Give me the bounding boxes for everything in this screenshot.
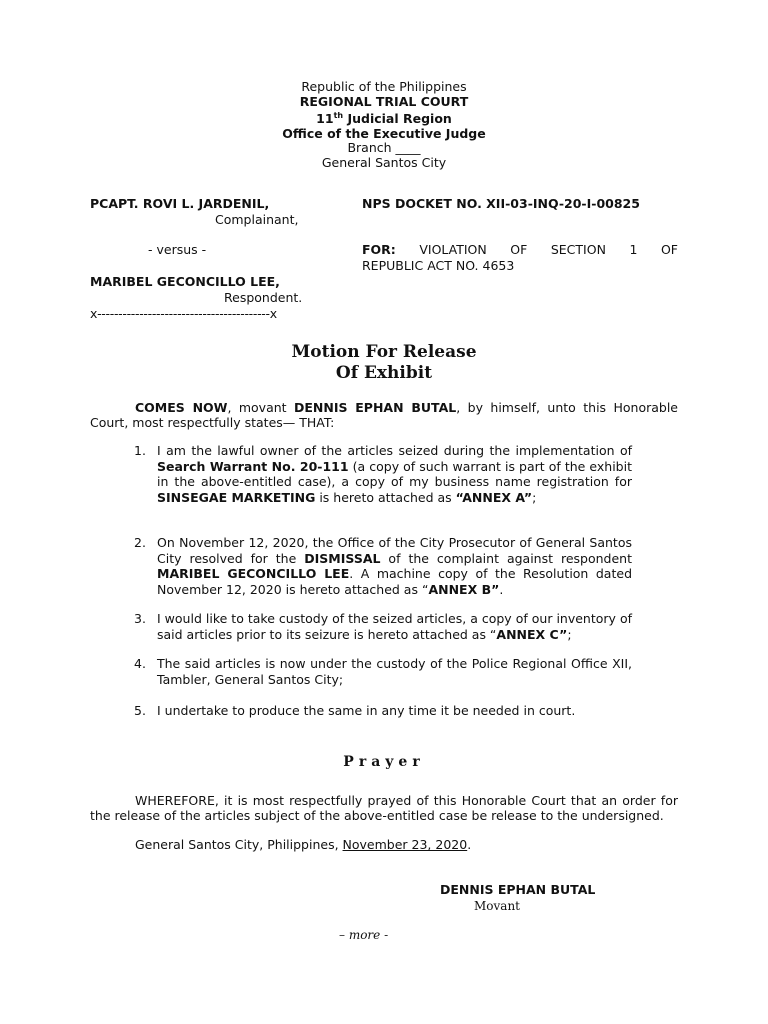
signatory-name: DENNIS EPHAN BUTAL — [440, 882, 596, 897]
header-branch: Branch ____ — [347, 140, 421, 156]
intro-paragraph: COMES NOW, movant DENNIS EPHAN BUTAL, by himself, unto this Honorable Court, most respectfully states— THAT: — [90, 400, 678, 430]
list-item: 2. On November 12, 2020, the Office of the City Prosecutor of General Santos City resolved for the DISMISSAL of the complaint against respondent MARIBEL GECONCILLO LEE. A machine copy of the Resolution dated November 12, 2020 is hereto attached as “ANNEX B”. — [134, 535, 632, 597]
place-date: General Santos City, Philippines, November 23, 2020. — [135, 837, 472, 852]
for-line-2: REPUBLIC ACT NO. 4653 — [362, 258, 515, 273]
respondent-role: Respondent. — [224, 290, 303, 305]
header-city: General Santos City — [321, 154, 447, 170]
more-indicator: – more - — [339, 928, 389, 942]
caption-separator: x-----------------------------------------x — [90, 306, 277, 321]
motion-title: Motion For Release Of Exhibit — [291, 342, 477, 383]
header-republic: Republic of the Philippines — [301, 79, 467, 94]
signatory-role: Movant — [474, 899, 520, 913]
list-item: 3. I would like to take custody of the seized articles, a copy of our inventory of said articles prior to its seizure is hereto attached as “ANNEX C”; — [134, 611, 632, 642]
header-region: 11th Judicial Region — [316, 111, 452, 127]
list-item: 1. I am the lawful owner of the articles seized during the implementation of Search Warrant No. 20-111 (a copy of such warrant is part of the exhibit in the above-entitled case), a copy of my business name registration for SINSEGAE MARKETING is hereto attached as “ANNEX A”; — [134, 443, 632, 505]
docket-number: NPS DOCKET NO. XII-03-INQ-20-I-00825 — [362, 196, 640, 211]
prayer-body: WHEREFORE, it is most respectfully prayed of this Honorable Court that an order for the release of the articles subject of the above-entitled case be release to the undersigned. — [90, 793, 678, 823]
respondent-name: MARIBEL GECONCILLO LEE, — [90, 274, 280, 289]
complainant-role: Complainant, — [215, 212, 299, 227]
header-office: Office of the Executive Judge — [282, 125, 486, 141]
for-line-1: FOR: VIOLATION OF SECTION 1 OF — [362, 242, 678, 257]
court-header — [0, 80, 768, 170]
list-item: 5. I undertake to produce the same in any time it be needed in court. — [134, 703, 576, 718]
versus-label: - versus - — [148, 242, 207, 257]
list-item: 4. The said articles is now under the custody of the Police Regional Office XII, Tambler, General Santos City; — [134, 656, 632, 687]
header-court: REGIONAL TRIAL COURT — [299, 93, 469, 109]
complainant-name: PCAPT. ROVI L. JARDENIL, — [90, 196, 270, 211]
prayer-heading: Prayer — [343, 754, 425, 770]
